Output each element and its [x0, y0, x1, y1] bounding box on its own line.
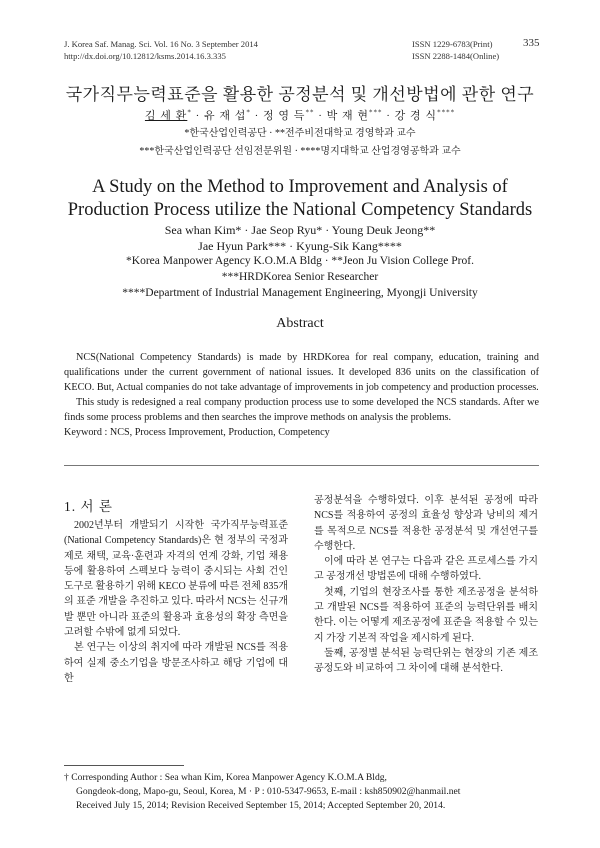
author-mark: **** — [437, 108, 456, 117]
english-affiliation-1: *Korea Manpower Agency K.O.M.A Bldg · **Jeon Ju Vision College Prof. — [126, 255, 474, 267]
issn-print: ISSN 1229-6783(Print) — [412, 39, 493, 49]
english-authors-line-1: Sea whan Kim* · Jae Seop Ryu* · Young Deuk Jeong** — [164, 223, 436, 237]
keywords: Keyword : NCS, Process Improvement, Production, Competency — [64, 427, 330, 438]
body-paragraph: 이에 따라 본 연구는 다음과 같은 프로세스를 가지고 공정개선 방법론에 대해 수행하였다. — [314, 556, 538, 583]
abstract-heading: Abstract — [276, 316, 324, 331]
korean-affiliation-1: *한국산업인력공단 · **전주비전대학교 경영학과 교수 — [184, 128, 416, 139]
body-paragraph: 본 연구는 이상의 취지에 따라 개발된 NCS를 적용하여 실제 중소기업을 방문조사하고 해당 기업에 대한 — [64, 642, 288, 684]
doi-link[interactable]: http://dx.doi.org/10.12812/ksms.2014.16.3.335 — [64, 51, 226, 61]
author-mark: * — [246, 108, 251, 117]
abstract-body — [64, 350, 539, 440]
english-affiliation-3: ****Department of Industrial Management Engineering, Myongji University — [122, 287, 478, 299]
body-paragraph: 첫째, 기업의 현장조사를 통한 제조공정을 분석하고 개발된 NCS를 적용하여 표준의 능력단위를 배치한다. 이는 어떻게 제조공정에 표준을 적용할 수 있는지 가장 기본적 작업을 제시하게 된다. — [314, 586, 538, 644]
footnote-line-2: Gongdeok-dong, Mapo-gu, Seoul, Korea, M · P : 010-5347-9653, E-mail : ksh850902@hanmail.net — [76, 786, 461, 797]
section-heading: 1. 서 론 — [64, 499, 113, 514]
journal-citation: J. Korea Saf. Manag. Sci. Vol. 16 No. 3 September 2014 — [64, 39, 258, 49]
korean-author-2: 유 재 섭 — [203, 110, 247, 122]
footnote-divider — [64, 765, 184, 766]
footnote-line-1 — [64, 771, 544, 785]
left-column — [64, 518, 288, 686]
english-authors-line-2: Jae Hyun Park*** · Kyung-Sik Kang**** — [198, 239, 402, 253]
footnote — [64, 771, 544, 813]
korean-affiliation-2: ***한국산업인력공단 선임전문위원 · ****명지대학교 산업경영공학과 교수 — [139, 146, 461, 157]
author-mark: *** — [369, 108, 383, 117]
dagger-mark: † — [64, 772, 69, 783]
body-paragraph: 2002년부터 개발되기 시작한 국가직무능력표준(National Competency Standards)은 현 정부의 국정과제로 채택, 교육·훈련과 자격의 연계 강화, 기업 채용 등에 활용하여 스펙보다 능력이 중시되는 사회 건인 도구로 활용하기 위해 KECO 분류에 따른 전체 835개의 표준 개발을 추진하고 있다. 따라서 NCS는 신규개발 뿐만 아니라 표준의 활용과 효용성의 확장 측면을 고려할 수밖에 없게 되었다. — [64, 520, 288, 639]
right-column — [314, 493, 538, 677]
corresponding-author: Corresponding Author : Sea whan Kim, Korea Manpower Agency K.O.M.A Bldg, — [71, 772, 387, 783]
korean-author-1: 김 세 환 — [144, 110, 188, 122]
abstract-paragraph-1: NCS(National Competency Standards) is made by HRDKorea for real company, education, training and qualifications under the current government of national issues. It developed 836 units on the classification of KECO. But, Actual companies do not take advantage of improvements in job competency and production processes. — [64, 352, 539, 393]
abstract-divider — [64, 465, 539, 466]
korean-author-4: 박 재 현 — [326, 110, 369, 122]
korean-title: 국가직무능력표준을 활용한 공정분석 및 개선방법에 관한 연구 — [65, 85, 535, 104]
issn-online: ISSN 2288-1484(Online) — [412, 51, 500, 61]
body-paragraph: 공정분석을 수행하였다. 이후 분석된 공정에 따라 NCS를 적용하여 공정의 효율성 향상과 낭비의 제거를 목적으로 NCS를 적용한 공정분석 및 개선연구를 수행한다. — [314, 495, 538, 552]
author-mark: * — [187, 108, 192, 117]
korean-author-3: 정 영 득 — [263, 110, 306, 122]
korean-authors: 김 세 환* · 유 재 섭* · 정 영 득** · 박 재 현*** · 강 경 식**** — [144, 108, 456, 122]
author-mark: ** — [305, 108, 315, 117]
korean-author-5: 강 경 식 — [394, 110, 438, 122]
running-header-left — [64, 38, 258, 62]
page-number: 335 — [523, 37, 540, 49]
footnote-line-3: Received July 15, 2014; Revision Received September 15, 2014; Accepted September 20, 2014. — [76, 800, 446, 811]
body-paragraph: 둘째, 공정별 분석된 능력단위는 현장의 기존 제조공정도와 비교하여 그 차이에 대해 분석한다. — [314, 647, 538, 675]
english-title-line-1: A Study on the Method to Improvement and Analysis of — [92, 177, 508, 197]
english-affiliation-2: ***HRDKorea Senior Researcher — [221, 271, 379, 283]
abstract-paragraph-2: This study is redesigned a real company production process use to some developed the NCS standards. After we finds some process problems and then searches the improve methods on analysis the problems. — [64, 397, 539, 423]
running-header-right — [412, 38, 499, 62]
english-title-line-2: Production Process utilize the National Competency Standards — [67, 200, 533, 220]
